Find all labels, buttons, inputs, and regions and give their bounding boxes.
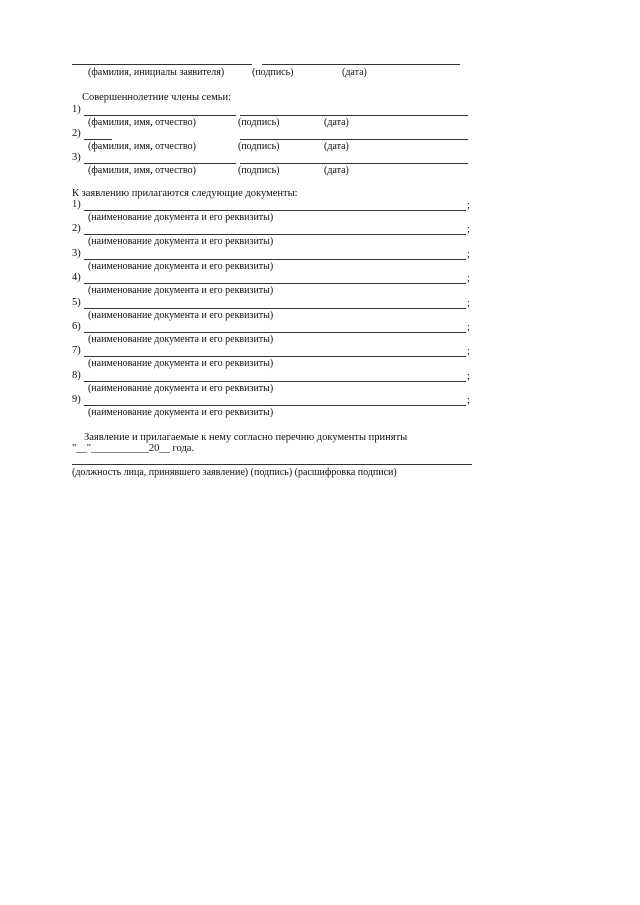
family-row-signature-line [240,163,468,164]
document-item-caption: (наименование документа и его реквизиты) [88,358,274,369]
family-row-signature-caption: (подпись) [238,117,280,128]
family-row-signature-caption: (подпись) [238,165,280,176]
document-item-number: 6) [72,321,81,332]
family-row-date-caption: (дата) [324,165,349,176]
document-item-semicolon: ; [467,273,470,284]
applicant-name-line [72,64,252,65]
document-item-semicolon: ; [467,224,470,235]
family-row-name-line [84,139,112,140]
family-row-name-caption: (фамилия, имя, отчество) [88,141,196,152]
document-item-line [84,405,466,406]
document-item-caption: (наименование документа и его реквизиты) [88,310,274,321]
family-row-name-line [84,115,236,116]
document-item-caption: (наименование документа и его реквизиты) [88,383,274,394]
document-item-number: 8) [72,370,81,381]
acceptance-caption: (должность лица, принявшего заявление) (подпись) (расшифровка подписи) [72,467,397,478]
applicant-name-caption: (фамилия, инициалы заявителя) [88,67,225,78]
family-row-name-caption: (фамилия, имя, отчество) [88,165,196,176]
document-item-semicolon: ; [467,298,470,309]
acceptance-date-line: "__"___________20__ года. [72,443,195,454]
document-item-semicolon: ; [467,395,470,406]
family-row-signature-line [240,139,468,140]
family-row-date-caption: (дата) [324,117,349,128]
document-item-line [84,210,466,211]
document-item-number: 4) [72,272,81,283]
family-row-number: 3) [72,152,81,163]
document-item-number: 1) [72,199,81,210]
family-row-signature-line [240,115,468,116]
document-item-line [84,356,466,357]
document-item-semicolon: ; [467,371,470,382]
document-item-caption: (наименование документа и его реквизиты) [88,285,274,296]
documents-heading: К заявлению прилагаются следующие документы: [72,188,298,199]
family-row-number: 2) [72,128,81,139]
applicant-date-caption: (дата) [342,67,367,78]
document-item-semicolon: ; [467,346,470,357]
acceptance-text: Заявление и прилагаемые к нему согласно перечню документы приняты [84,432,408,443]
family-row-name-line [84,163,236,164]
document-item-semicolon: ; [467,200,470,211]
document-item-caption: (наименование документа и его реквизиты) [88,261,274,272]
document-item-number: 3) [72,248,81,259]
document-item-number: 5) [72,297,81,308]
document-item-number: 9) [72,394,81,405]
document-item-line [84,259,466,260]
document-item-semicolon: ; [467,249,470,260]
family-row-date-caption: (дата) [324,141,349,152]
document-item-line [84,381,466,382]
document-item-semicolon: ; [467,322,470,333]
document-item-line [84,234,466,235]
family-row-name-caption: (фамилия, имя, отчество) [88,117,196,128]
document-item-caption: (наименование документа и его реквизиты) [88,334,274,345]
family-row-signature-caption: (подпись) [238,141,280,152]
family-heading: Совершеннолетние члены семьи: [82,92,232,103]
family-row-number: 1) [72,104,81,115]
document-item-caption: (наименование документа и его реквизиты) [88,236,274,247]
document-item-line [84,332,466,333]
applicant-signature-line [262,64,460,65]
document-item-number: 2) [72,223,81,234]
applicant-signature-caption: (подпись) [252,67,294,78]
document-item-number: 7) [72,345,81,356]
document-item-line [84,283,466,284]
acceptance-signature-line [72,464,472,465]
document-item-caption: (наименование документа и его реквизиты) [88,407,274,418]
document-item-line [84,308,466,309]
document-item-caption: (наименование документа и его реквизиты) [88,212,274,223]
